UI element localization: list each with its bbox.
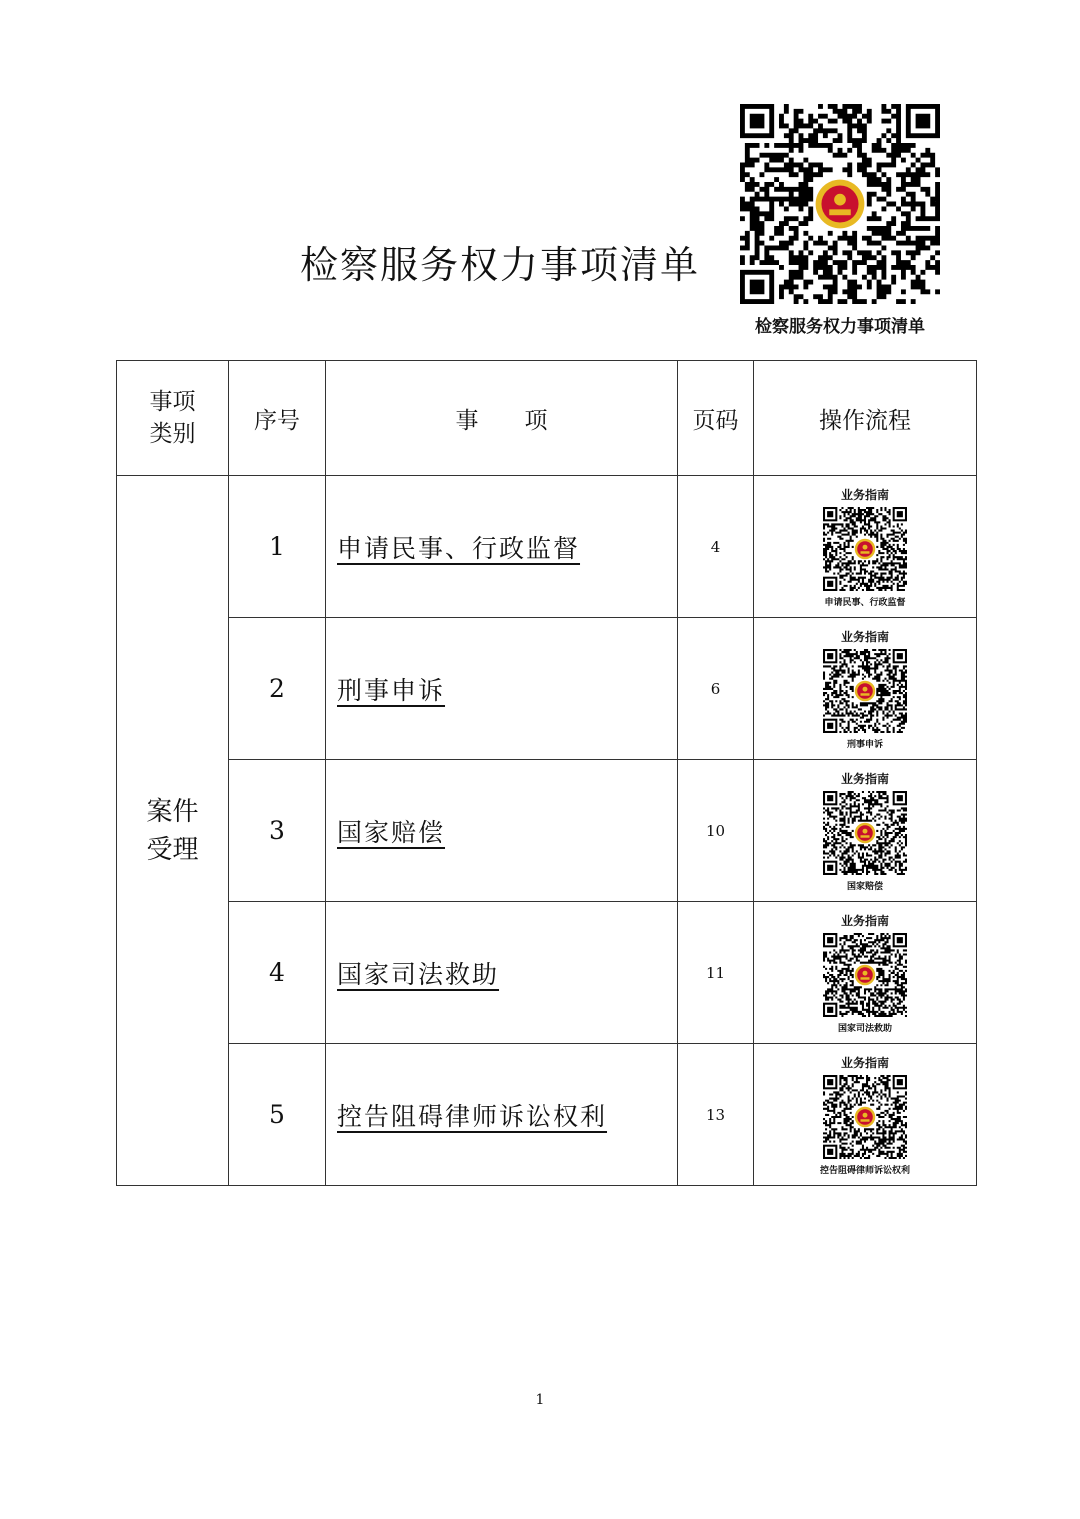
row-number: 1 xyxy=(229,476,326,618)
table-row xyxy=(117,1044,977,1186)
guide-label: 业务指南 xyxy=(840,487,889,502)
qr-caption: 国家司法救助 xyxy=(837,1023,892,1034)
flow-cell xyxy=(754,902,977,1044)
flow-cell xyxy=(754,1044,977,1186)
header-category xyxy=(117,361,229,476)
item-cell xyxy=(326,1044,678,1186)
item-link[interactable]: 刑事申诉 xyxy=(337,675,446,705)
flow-cell xyxy=(754,476,977,618)
qr-code-icon[interactable] xyxy=(823,649,907,733)
item-link[interactable]: 控告阻碍律师诉讼权利 xyxy=(337,1101,608,1131)
guide-label: 业务指南 xyxy=(840,771,889,786)
qr-caption: 刑事申诉 xyxy=(846,739,883,750)
page-ref: 4 xyxy=(678,476,754,618)
item-cell xyxy=(326,618,678,760)
item-cell xyxy=(326,476,678,618)
row-number: 5 xyxy=(229,1044,326,1186)
qr-code-icon[interactable] xyxy=(823,791,907,875)
page-title: 检察服务权力事项清单 xyxy=(300,243,701,287)
row-number: 4 xyxy=(229,902,326,1044)
row-number: 3 xyxy=(229,760,326,902)
category-cell xyxy=(117,476,229,1186)
item-link[interactable]: 国家司法救助 xyxy=(337,959,500,989)
item-cell xyxy=(326,760,678,902)
qr-code-icon[interactable] xyxy=(823,933,907,1017)
qr-code-icon[interactable] xyxy=(823,507,907,591)
qr-caption: 申请民事、行政监督 xyxy=(824,597,906,608)
item-link[interactable]: 国家赔偿 xyxy=(337,817,446,847)
table-row xyxy=(117,618,977,760)
header-number: 序号 xyxy=(229,361,326,476)
items-table xyxy=(116,360,977,1186)
qr-caption: 国家赔偿 xyxy=(846,881,883,892)
page-ref: 13 xyxy=(678,1044,754,1186)
guide-label: 业务指南 xyxy=(840,913,889,928)
row-number: 2 xyxy=(229,618,326,760)
table-row xyxy=(117,760,977,902)
header-page: 页码 xyxy=(678,361,754,476)
category-line2: 受理 xyxy=(146,834,199,865)
item-cell xyxy=(326,902,678,1044)
table-row xyxy=(117,476,977,618)
table-header-row xyxy=(117,361,977,476)
flow-cell xyxy=(754,618,977,760)
qr-code-icon[interactable] xyxy=(823,1075,907,1159)
qr-caption: 控告阻碍律师诉讼权利 xyxy=(819,1165,910,1176)
page-ref: 6 xyxy=(678,618,754,760)
page-ref: 10 xyxy=(678,760,754,902)
table-row xyxy=(117,902,977,1044)
guide-label: 业务指南 xyxy=(840,629,889,644)
guide-label: 业务指南 xyxy=(840,1055,889,1070)
header-item: 事 项 xyxy=(326,361,678,476)
category-line1: 案件 xyxy=(146,796,199,827)
header-flow: 操作流程 xyxy=(754,361,977,476)
header-category-line2: 类别 xyxy=(149,421,196,447)
item-link[interactable]: 申请民事、行政监督 xyxy=(337,533,581,563)
page-number: 1 xyxy=(535,1392,545,1408)
flow-cell xyxy=(754,760,977,902)
qr-code-icon xyxy=(740,104,940,304)
header-category-line1: 事项 xyxy=(149,389,196,415)
page-ref: 11 xyxy=(678,902,754,1044)
qr-caption: 检察服务权力事项清单 xyxy=(755,317,925,337)
